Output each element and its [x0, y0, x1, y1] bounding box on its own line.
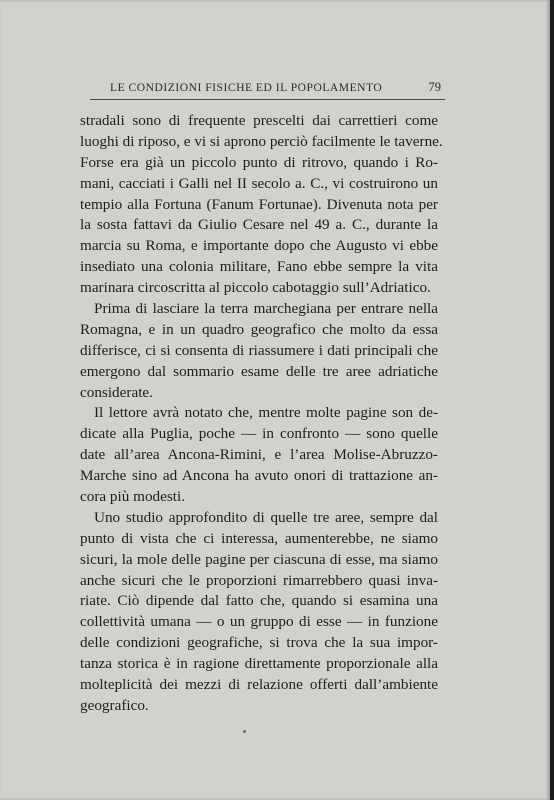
text-line: geografico.	[80, 696, 149, 714]
text-line: cora più modesti.	[80, 488, 186, 506]
text-line: tempio alla Fortuna (Fanum Fortunae). Divenuta nota per	[80, 195, 438, 213]
text-line: Romagna, e in un quadro geografico che molto da essa	[80, 320, 438, 338]
text-line: Forse era già un piccolo punto di ritrovo, quando i Ro-	[80, 153, 438, 171]
text-line: date all’area Ancona-Rimini, e l’area Molise-Abruzzo-	[80, 446, 438, 464]
text-line: insediato una colonia militare, Fano ebbe sempre la vita	[80, 258, 438, 276]
text-line: Prima di lasciare la terra marchegiana per entrare nella	[94, 300, 438, 318]
body-text	[80, 111, 443, 717]
text-line: sicuri, la mole delle pagine per ciascuna di esse, ma siamo	[80, 550, 438, 568]
text-line: considerate.	[80, 383, 153, 401]
text-line: marinara circoscritta al piccolo cabotaggio sull’Adriatico.	[80, 279, 431, 297]
ornament-dot	[243, 730, 246, 733]
text-line: emergono dal sommario esame delle tre aree adriatiche	[80, 362, 438, 380]
text-line: differisce, ci si consenta di riassumere i dati principali che	[80, 341, 438, 359]
text-line: luoghi di riposo, e vi si aprono perciò facilmente le taverne.	[80, 132, 443, 150]
running-head-title: LE CONDIZIONI FISICHE ED IL POPOLAMENTO	[110, 81, 383, 94]
text-line: Marche sino ad Ancona ha avuto onori di trattazione an-	[80, 467, 438, 485]
text-line: molteplicità dei mezzi di relazione offerti dall’ambiente	[80, 676, 438, 694]
page-number: 79	[428, 80, 441, 94]
text-line: dicate alla Puglia, poche — in confronto — sono quelle	[80, 425, 438, 443]
text-line: punto di vista che ci interessa, aumenterebbe, ne siamo	[80, 529, 438, 547]
running-head	[90, 76, 445, 98]
text-line: delle condizioni geografiche, si trova che la sua impor-	[80, 634, 438, 652]
text-line: riate. Ciò dipende dal fatto che, quando si esamina una	[80, 592, 438, 610]
text-line: collettività umana — o un gruppo di esse — in funzione	[80, 613, 438, 631]
text-line: mani, cacciati i Galli nel II secolo a. C., vi costruirono un	[80, 174, 438, 192]
header-rule	[90, 99, 445, 100]
text-line: Il lettore avrà notato che, mentre molte pagine son de-	[94, 404, 438, 422]
text-line: marcia su Roma, e importante dopo che Augusto vi ebbe	[80, 237, 438, 255]
text-line: stradali sono di frequente prescelti dai carrettieri come	[80, 112, 438, 129]
text-line: la sosta fattavi da Giulio Cesare nel 49 a. C., durante la	[80, 216, 438, 234]
text-line: Uno studio approfondito di quelle tre aree, sempre dal	[94, 508, 438, 526]
text-line: anche sicuri che le proporzioni rimarrebbero quasi inva-	[80, 571, 438, 589]
text-line: tanza storica è in ragione direttamente proporzionale alla	[80, 655, 438, 673]
